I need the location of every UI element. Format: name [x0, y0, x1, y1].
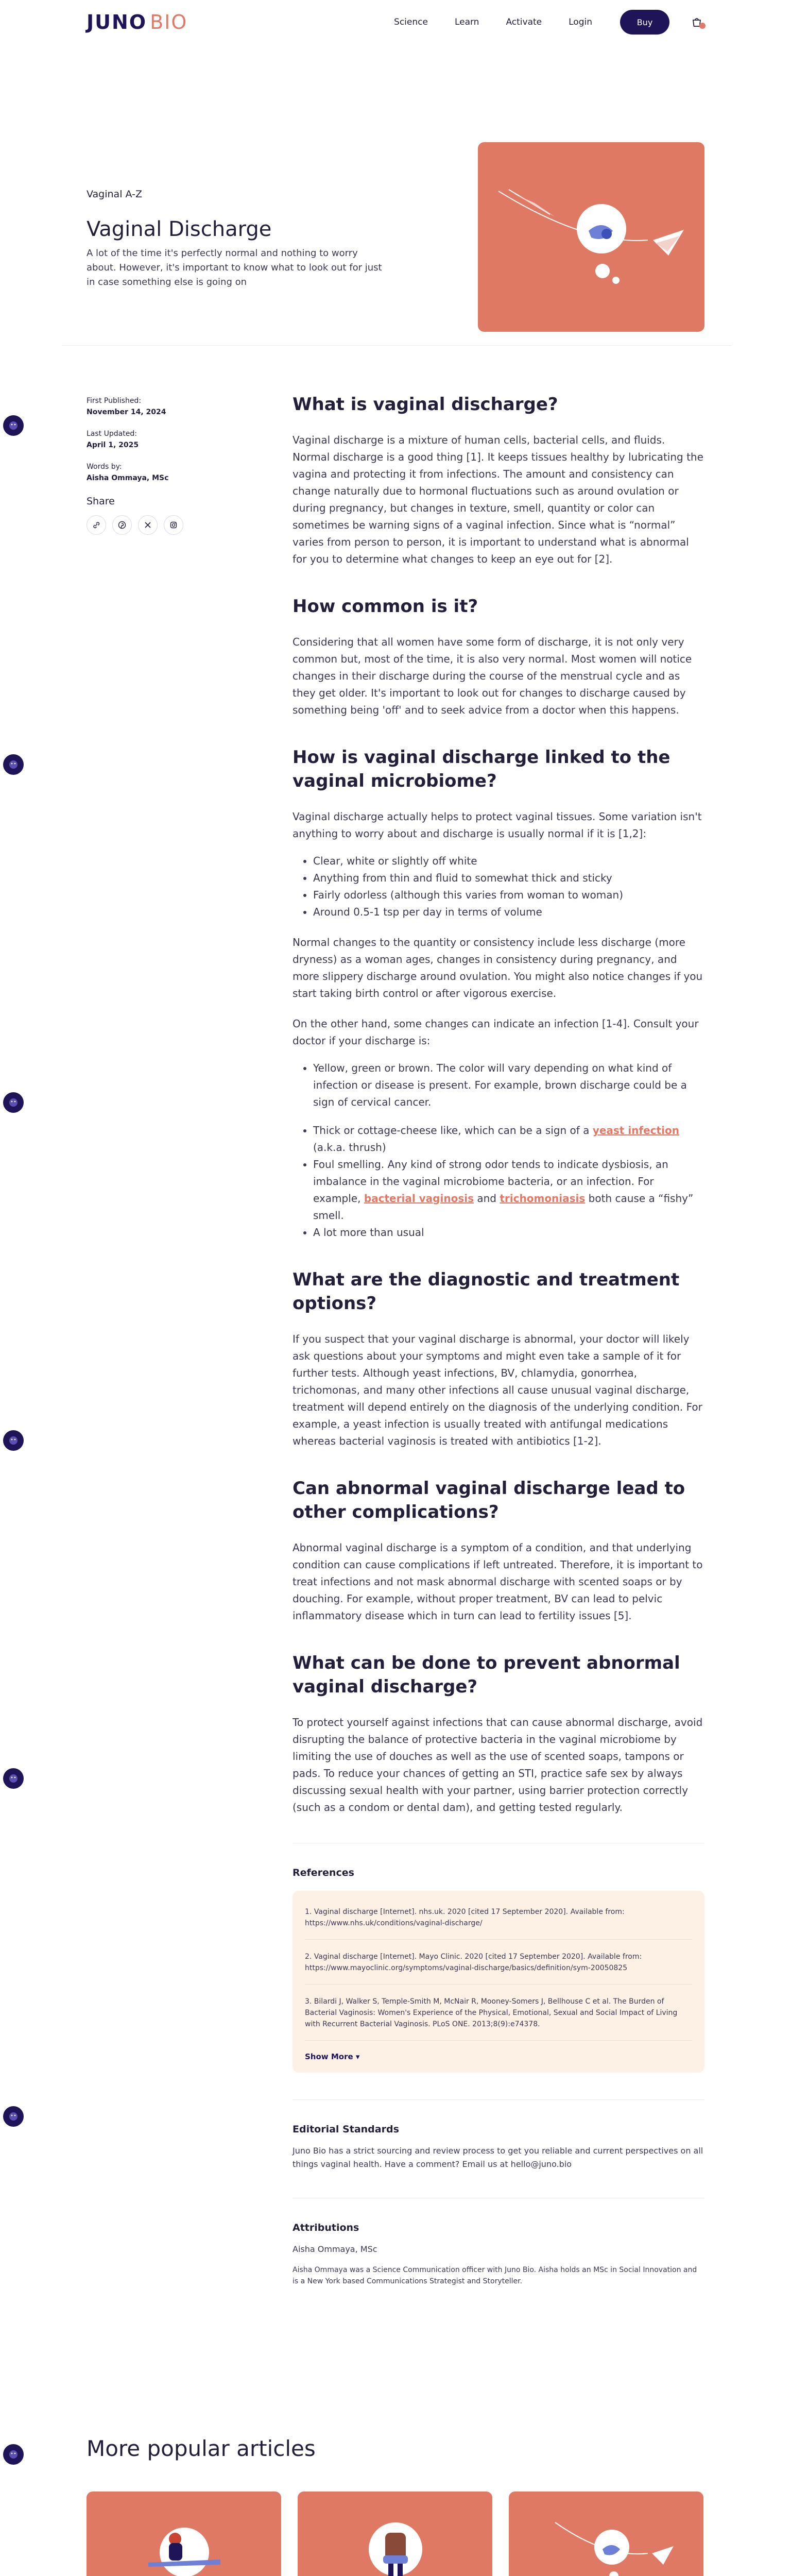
divider [293, 2099, 704, 2100]
copy-link-icon[interactable] [87, 515, 106, 535]
show-more-button[interactable] [305, 2048, 692, 2061]
paragraph: On the other hand, some changes can indicate an infection [1-4]. Consult your doctor if your discharge is: [293, 1018, 699, 1047]
attribution-name: Aisha Ommaya, MSc [293, 2244, 377, 2254]
top-navigation [0, 0, 791, 44]
accessibility-icon[interactable] [3, 415, 24, 436]
list-item: • Clear, white or slightly off white [313, 853, 704, 870]
article-card-vaginal-discharge[interactable] [509, 2492, 703, 2576]
page-title: Vaginal Discharge [87, 217, 272, 241]
accessibility-icon[interactable] [3, 1430, 24, 1451]
list-item-text: and [477, 1192, 496, 1205]
updated-date: April 1, 2025 [87, 441, 139, 449]
reference-item: 2. Vaginal discharge [Internet]. Mayo Clinic. 2020 [cited 17 September 2020]. Available from: https://www.mayoclinic.org/symptoms/vaginal-discharge/basics/definition/sym-20050825 [305, 1947, 692, 1985]
section-title: How is vaginal discharge linked to the vaginal microbiome? [293, 747, 670, 791]
section-title: What are the diagnostic and treatment options? [293, 1269, 680, 1314]
share-label: Share [87, 496, 115, 507]
paragraph: Abnormal vaginal discharge is a symptom of a condition, and that underlying condition can cause complications if left untreated. Therefore, it is important to treat infections and not mask abnormal discharge with scented soaps or by douching. For example, without proper treatment, BV can lead to pelvic inflammatory disease which in turn can lead to fertility issues [5]. [293, 1541, 703, 1622]
section-title: What is vaginal discharge? [293, 394, 558, 415]
divider [62, 345, 731, 346]
list-item: • Fairly odorless (although this varies from woman to woman) [313, 887, 704, 904]
section-title: How common is it? [293, 596, 478, 617]
nav-link-learn[interactable]: Learn [454, 17, 479, 27]
logo[interactable] [87, 11, 187, 33]
article-body [293, 393, 704, 2287]
paragraph: Vaginal discharge actually helps to protect vaginal tissues. Some variation isn't anything to worry about and discharge is usually normal if it is [1,2]: [293, 810, 702, 840]
nav-link-science[interactable]: Science [394, 17, 428, 27]
nav-links [367, 10, 704, 35]
logo-main: JUNO [87, 11, 147, 33]
section-title: What can be done to prevent abnormal vaginal discharge? [293, 1653, 680, 1697]
list-item-text: both cause a “fishy” smell. [313, 1192, 694, 1222]
paragraph: To protect yourself against infections that can cause abnormal discharge, avoid disrupting the balance of protective bacteria in the vaginal microbiome by limiting the use of douches as well as the use of scented soaps, tampons or pads. To reduce your chances of getting an STI, practice safe sex by always discussing sexual health with your partner, using barrier protection correctly (such as a condom or dental dam), and getting tested regularly. [293, 1716, 703, 1814]
nav-link-activate[interactable]: Activate [506, 17, 542, 27]
abnormal-discharge-list [313, 1060, 704, 1241]
cart-badge [699, 23, 706, 29]
reference-item: 1. Vaginal discharge [Internet]. nhs.uk. 2020 [cited 17 September 2020]. Available from: https://www.nhs.uk/conditions/vaginal-discharge/ [305, 1902, 692, 1940]
article-card-yeast-infection[interactable] [298, 2492, 492, 2576]
list-item-text: Foul smelling. Any kind of strong odor tends to indicate dysbiosis, an imbalance in the vaginal microbiome bacteria, or an infection. For example, [313, 1158, 668, 1205]
paragraph: Considering that all women have some form of discharge, it is not only very common but, most of the time, it is also very normal. Most women will notice changes in their discharge during the course of the menstrual cycle and as they get older. It's important to look out for changes to discharge caused by something being 'off' and to seek advice from a doctor when this happens. [293, 636, 692, 716]
buy-button[interactable]: Buy [620, 10, 669, 35]
references-box [293, 1891, 704, 2073]
paragraph: Normal changes to the quantity or consistency include less discharge (more dryness) as a woman ages, changes in consistency during pregnancy, and more slippery discharge around ovulation. You might also notice changes if you start taking birth control or after vigorous exercise. [293, 936, 703, 999]
hero-illustration [478, 142, 704, 332]
list-item [313, 1156, 704, 1224]
show-more-label: Show More [305, 2052, 353, 2061]
hero [0, 44, 791, 338]
normal-discharge-list [313, 853, 704, 921]
accessibility-icon[interactable] [3, 1768, 24, 1789]
updated-label: Last Updated: [87, 430, 137, 438]
share-buttons [87, 515, 241, 535]
list-item: • Around 0.5-1 tsp per day in terms of volume [313, 904, 704, 921]
paragraph: Vaginal discharge is a mixture of human cells, bacterial cells, and fluids. Normal discharge is a good thing [1]. It keeps tissues healthy by lubricating the vagina and protecting it from infections. The amount and consistency can change naturally due to hormonal fluctuations such as around ovulation or during pregnancy, but changes in texture, smell, quantity or color can sometimes be warning signs of a vaginal infection. Since what is “normal” varies from person to person, it is important to understand what is abnormal for you to determine what changes to keep an eye out for [2]. [293, 434, 703, 565]
accessibility-icon[interactable] [3, 2106, 24, 2127]
nav-link-login[interactable]: Login [569, 17, 592, 27]
card-illustration [87, 2492, 281, 2576]
attributions-title: Attributions [293, 2222, 359, 2233]
accessibility-icon[interactable] [3, 754, 24, 775]
list-item: • Anything from thin and fluid to somewhat thick and sticky [313, 870, 704, 887]
logo-sub: BIO [150, 11, 188, 33]
card-illustration [509, 2492, 703, 2576]
section-title: Can abnormal vaginal discharge lead to other complications? [293, 1478, 685, 1522]
published-label: First Published: [87, 397, 142, 405]
pinterest-icon[interactable] [112, 515, 132, 535]
yeast-infection-link[interactable]: yeast infection [592, 1124, 679, 1137]
references-title: References [293, 1867, 354, 1878]
accessibility-icon[interactable] [3, 2444, 24, 2465]
author-label: Words by: [87, 463, 122, 471]
hero-category[interactable]: Vaginal A-Z [87, 189, 142, 200]
article-card-vaginitis[interactable] [87, 2492, 281, 2576]
cart-icon[interactable] [689, 14, 704, 30]
list-item-text: (a.k.a. thrush) [313, 1141, 386, 1154]
article-cards [87, 2492, 703, 2576]
article-meta [87, 397, 241, 535]
paragraph: If you suspect that your vaginal discharge is abnormal, your doctor will likely ask questions about your symptoms and might even take a sample of it for further tests. Although yeast infections, BV, chlamydia, gonorrhea, trichomonas, and many other infections all cause unusual vaginal discharge, treatment will depend entirely on the diagnosis of the underlying condition. For example, a yeast infection is usually treated with antifungal medications whereas bacterial vaginosis is treated with antibiotics [1-2]. [293, 1333, 702, 1447]
list-item-text: Thick or cottage-cheese like, which can be a sign of a [313, 1124, 590, 1137]
list-item: • Yellow, green or brown. The color will vary depending on what kind of infection or disease is present. For example, brown discharge could be a sign of cervical cancer. [313, 1060, 704, 1111]
hero-description: A lot of the time it's perfectly normal and nothing to worry about. However, it's important to know what to look out for just in case something else is going on [87, 248, 382, 287]
author-name: Aisha Ommaya, MSc [87, 474, 169, 482]
card-illustration [298, 2492, 492, 2576]
instagram-icon[interactable] [164, 515, 183, 535]
editorial-title: Editorial Standards [293, 2124, 399, 2135]
published-date: November 14, 2024 [87, 408, 166, 416]
x-twitter-icon[interactable] [138, 515, 158, 535]
bacterial-vaginosis-link[interactable]: bacterial vaginosis [364, 1192, 474, 1205]
editorial-text: Juno Bio has a strict sourcing and review process to get you reliable and current perspectives on all things vaginal health. Have a comment? Email us at hello@juno.bio [293, 2146, 703, 2169]
attribution-bio: Aisha Ommaya was a Science Communication officer with Juno Bio. Aisha holds an MSc in Social Innovation and is a New York based Communications Strategist and Storyteller. [293, 2266, 697, 2285]
accessibility-icon[interactable] [3, 1092, 24, 1113]
chevron-down-icon: ▾ [355, 2052, 360, 2061]
more-articles-title: More popular articles [87, 2436, 316, 2461]
trichomoniasis-link[interactable]: trichomoniasis [500, 1192, 586, 1205]
list-item: • A lot more than usual [313, 1224, 704, 1241]
reference-item: 3. Bilardi J, Walker S, Temple-Smith M, McNair R, Mooney-Somers J, Bellhouse C et al. The Burden of Bacterial Vaginosis: Women's Experience of the Physical, Emotional, Sexual and Social Impact of Living with Recurrent Bacterial Vaginosis. PLoS ONE. 2013;8(9):e74378. [305, 1992, 692, 2041]
list-item [313, 1122, 704, 1156]
